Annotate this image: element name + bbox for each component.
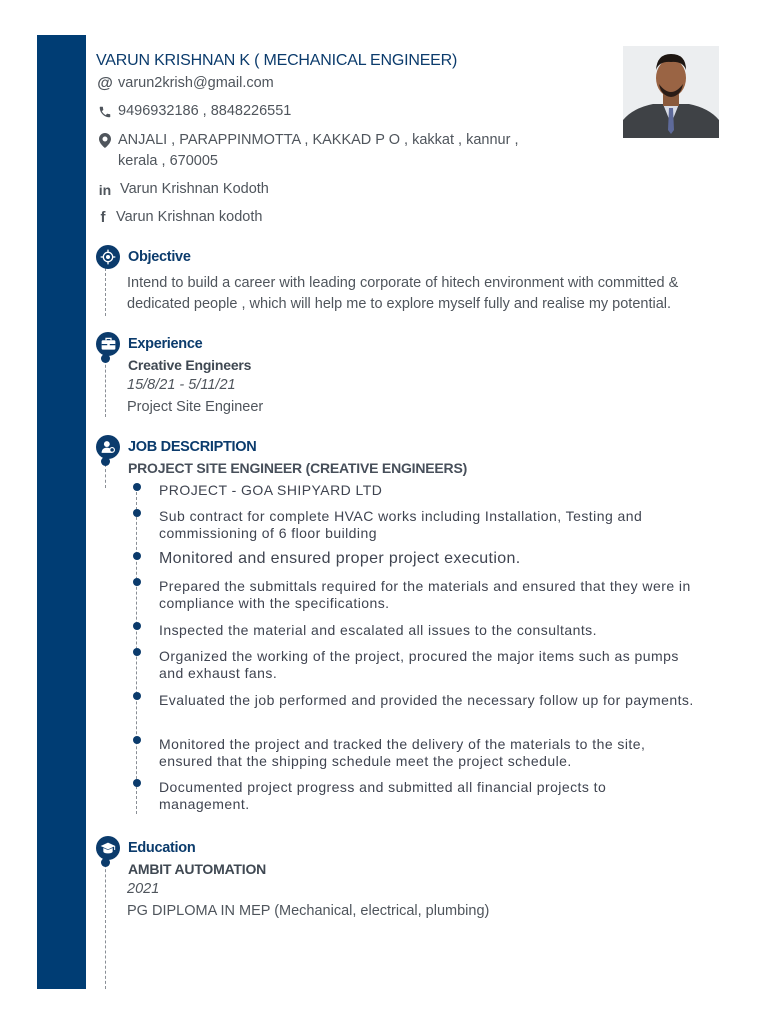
graduation-cap-icon [96, 836, 120, 860]
education-dot [101, 858, 110, 867]
education-timeline [105, 849, 106, 989]
linkedin-row[interactable] [96, 179, 269, 200]
job-bullet: PROJECT - GOA SHIPYARD LTD [159, 482, 383, 498]
briefcase-icon [96, 332, 120, 356]
email-text[interactable]: varun2krish@gmail.com [118, 75, 274, 91]
job-bullet: Evaluated the job performed and provided the necessary follow up for payments. [159, 692, 694, 708]
linkedin-text[interactable]: Varun Krishnan Kodoth [120, 181, 269, 197]
sidebar-band [37, 35, 86, 989]
experience-dot [101, 354, 110, 363]
job-bullet: Organized the working of the project, procured the major items such as pumps and exhaust fans. [159, 648, 679, 681]
linkedin-icon: in [98, 182, 112, 198]
experience-dates: 15/8/21 - 5/11/21 [127, 377, 236, 393]
experience-company: Creative Engineers [128, 357, 252, 373]
job-bullet: Monitored and ensured proper project execution. [159, 550, 521, 567]
email-row[interactable] [96, 73, 274, 94]
objective-heading: Objective [128, 249, 191, 265]
education-degree: PG DIPLOMA IN MEP (Mechanical, electrical, plumbing) [127, 903, 490, 919]
education-heading: Education [128, 840, 196, 856]
facebook-row[interactable] [96, 207, 262, 228]
bullet-dot [133, 648, 141, 656]
address-line-1: ANJALI , PARAPPINMOTTA , KAKKAD P O , kakkat , kannur , [118, 132, 519, 148]
bullet-dot [133, 578, 141, 586]
bullet-dot [133, 692, 141, 700]
job-bullet: Sub contract for complete HVAC works including Installation, Testing and commissioning of 6 floor building [159, 508, 643, 541]
candidate-name: VARUN KRISHNAN K ( MECHANICAL ENGINEER) [96, 52, 458, 69]
location-pin-icon [96, 130, 114, 151]
phone-text: 9496932186 , 8848226551 [118, 103, 292, 119]
bullet-dot [133, 509, 141, 517]
job-subtitle: PROJECT SITE ENGINEER (CREATIVE ENGINEERS) [128, 460, 468, 476]
profile-photo [623, 46, 719, 138]
user-icon [96, 435, 120, 459]
job-bullet: Inspected the material and escalated all issues to the consultants. [159, 622, 597, 638]
address-line-2: kerala , 670005 [118, 153, 218, 169]
job-heading: JOB DESCRIPTION [128, 439, 257, 455]
job-bullet: Monitored the project and tracked the delivery of the materials to the site, ensured that the shipping schedule meet the project schedule. [159, 736, 646, 769]
bullet-dot [133, 483, 141, 491]
objective-line-2: dedicated people , which will help me to explore myself fully and realise my potential. [127, 296, 672, 312]
bullet-dot [133, 622, 141, 630]
facebook-icon: f [100, 209, 106, 226]
job-bullet: Documented project progress and submitted all financial projects to management. [159, 779, 607, 812]
bullet-dot [133, 552, 141, 560]
job-dot [101, 457, 110, 466]
bullet-dot [133, 736, 141, 744]
experience-role: Project Site Engineer [127, 399, 264, 415]
address-row [96, 130, 519, 172]
bullet-dot [133, 779, 141, 787]
facebook-text[interactable]: Varun Krishnan kodoth [116, 209, 263, 225]
objective-line-1: Intend to build a career with leading corporate of hitech environment with committed & [127, 275, 679, 291]
education-year: 2021 [127, 881, 160, 897]
education-institution: AMBIT AUTOMATION [128, 861, 267, 877]
at-icon: @ [97, 75, 113, 92]
phone-icon [96, 101, 114, 122]
experience-heading: Experience [128, 336, 203, 352]
job-bullet: Prepared the submittals required for the materials and ensured that they were in compliance with the specifications. [159, 578, 691, 611]
phone-row [96, 101, 291, 122]
target-icon [96, 245, 120, 269]
